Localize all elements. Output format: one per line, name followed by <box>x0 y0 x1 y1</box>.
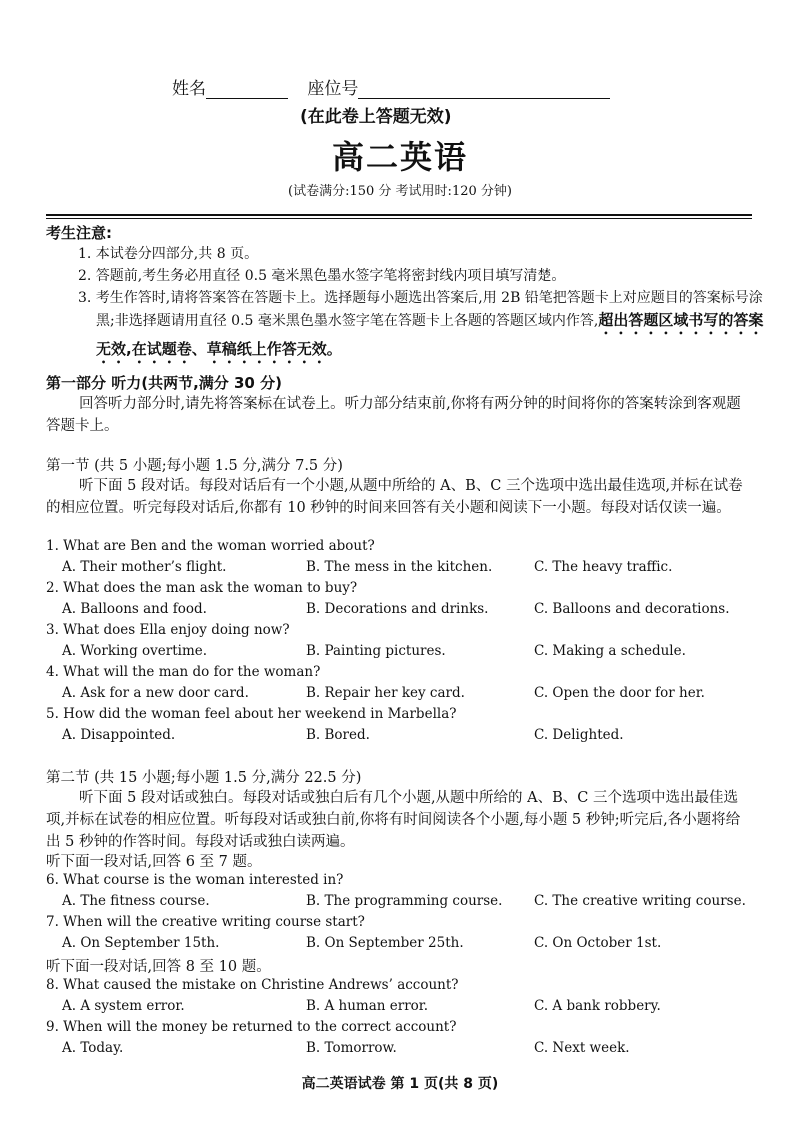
section2-intro: 听下面 5 段对话或独白。每段对话或独白后有几个小题,从题中所给的 A、B、C 三个选项中选出最佳选项,并标在试卷的相应位置。听每段对话或独白前,你将有时间阅读各个小题,每小题 5 秒钟;听完后,各小题将给出 5 秒钟的作答时间。每段对话或独白读两遍。 <box>46 790 741 850</box>
name-blank[interactable] <box>206 80 288 99</box>
question-7: 7. When will the creative writing course start? <box>46 914 365 930</box>
q3-option-a[interactable]: A. Working overtime. <box>62 643 208 659</box>
q6-option-c[interactable]: C. The creative writing course. <box>534 893 746 909</box>
seat-blank[interactable] <box>358 80 610 99</box>
q7-option-c[interactable]: C. On October 1st. <box>534 935 662 951</box>
invalid-note: (在此卷上答题无效) <box>300 107 452 127</box>
q9-option-c[interactable]: C. Next week. <box>534 1040 630 1056</box>
question-3: 3. What does Ella enjoy doing now? <box>46 622 290 638</box>
notice-item-2: 2. 答题前,考生务必用直径 0.5 毫米黑色墨水签字笔将密封线内项目填写清楚。 <box>78 268 566 284</box>
q5-option-a[interactable]: A. Disappointed. <box>62 727 176 743</box>
q8-option-c[interactable]: C. A bank robbery. <box>534 998 661 1014</box>
q2-option-a[interactable]: A. Balloons and food. <box>62 601 207 617</box>
q4-option-c[interactable]: C. Open the door for her. <box>534 685 705 701</box>
section1-intro: 听下面 5 段对话。每段对话后有一个小题,从题中所给的 A、B、C 三个选项中选出最佳选项,并标在试卷的相应位置。听完每段对话后,你都有 10 秒钟的时间来回答有关小题和阅读下一小题。每段对话仅读一遍。 <box>46 478 743 516</box>
q3-option-c[interactable]: C. Making a schedule. <box>534 643 686 659</box>
q8-option-a[interactable]: A. A system error. <box>62 998 185 1014</box>
divider-thin <box>46 218 752 219</box>
question-9: 9. When will the money be returned to the correct account? <box>46 1019 457 1035</box>
q5-option-b[interactable]: B. Bored. <box>306 727 370 743</box>
q6-option-a[interactable]: A. The fitness course. <box>62 893 210 909</box>
section2-lead-1: 听下面一段对话,回答 6 至 7 题。 <box>46 854 262 870</box>
notice-item-3-text: 3. 考生作答时,请将答案答在答题卡上。选择题每小题选出答案后,用 2B 铅笔把答题卡上对应题目的答案标号涂黑;非选择题请用直径 0.5 毫米黑色墨水签字笔在答题卡上各题的答题区域内作答, <box>78 290 763 329</box>
question-2: 2. What does the man ask the woman to buy? <box>46 580 358 596</box>
q3-option-b[interactable]: B. Painting pictures. <box>306 643 446 659</box>
seat-label: 座位号 <box>307 79 359 99</box>
question-4: 4. What will the man do for the woman? <box>46 664 321 680</box>
notice-item-3 <box>78 287 772 367</box>
q8-option-b[interactable]: B. A human error. <box>306 998 429 1014</box>
q6-option-b[interactable]: B. The programming course. <box>306 893 503 909</box>
q7-option-b[interactable]: B. On September 25th. <box>306 935 464 951</box>
q4-option-b[interactable]: B. Repair her key card. <box>306 685 465 701</box>
page-title: 高二英语 <box>331 138 468 176</box>
question-1: 1. What are Ben and the woman worried about? <box>46 538 375 554</box>
notice-emphasis: 超出答题区域书写的答案无效,在试题卷、草稿纸上作答无效。 <box>96 311 764 358</box>
section1-heading: 第一节 (共 5 小题;每小题 1.5 分,满分 7.5 分) <box>46 458 343 474</box>
q1-option-c[interactable]: C. The heavy traffic. <box>534 559 673 575</box>
q7-option-a[interactable]: A. On September 15th. <box>62 935 220 951</box>
q4-option-a[interactable]: A. Ask for a new door card. <box>62 685 249 701</box>
q2-option-c[interactable]: C. Balloons and decorations. <box>534 601 730 617</box>
q2-option-b[interactable]: B. Decorations and drinks. <box>306 601 489 617</box>
question-6: 6. What course is the woman interested in? <box>46 872 344 888</box>
part1-intro: 回答听力部分时,请先将答案标在试卷上。听力部分结束前,你将有两分钟的时间将你的答案转涂到客观题答题卡上。 <box>46 396 741 434</box>
q5-option-c[interactable]: C. Delighted. <box>534 727 624 743</box>
page-footer: 高二英语试卷 第 1 页(共 8 页) <box>301 1076 499 1092</box>
name-seat-line <box>172 74 610 99</box>
notice-item-1: 1. 本试卷分四部分,共 8 页。 <box>78 246 259 262</box>
question-8: 8. What caused the mistake on Christine Andrews’ account? <box>46 977 459 993</box>
name-label: 姓名 <box>172 79 206 99</box>
part1-heading: 第一部分 听力(共两节,满分 30 分) <box>46 374 282 392</box>
q1-option-a[interactable]: A. Their mother’s flight. <box>62 559 227 575</box>
divider-thick <box>46 214 752 216</box>
question-5: 5. How did the woman feel about her weekend in Marbella? <box>46 706 457 722</box>
notice-heading: 考生注意: <box>46 224 112 242</box>
section2-heading: 第二节 (共 15 小题;每小题 1.5 分,满分 22.5 分) <box>46 770 362 786</box>
q1-option-b[interactable]: B. The mess in the kitchen. <box>306 559 493 575</box>
section2-lead-2: 听下面一段对话,回答 8 至 10 题。 <box>46 959 271 975</box>
exam-subtitle: (试卷满分:150 分 考试用时:120 分钟) <box>288 184 512 199</box>
q9-option-a[interactable]: A. Today. <box>62 1040 124 1056</box>
q9-option-b[interactable]: B. Tomorrow. <box>306 1040 397 1056</box>
